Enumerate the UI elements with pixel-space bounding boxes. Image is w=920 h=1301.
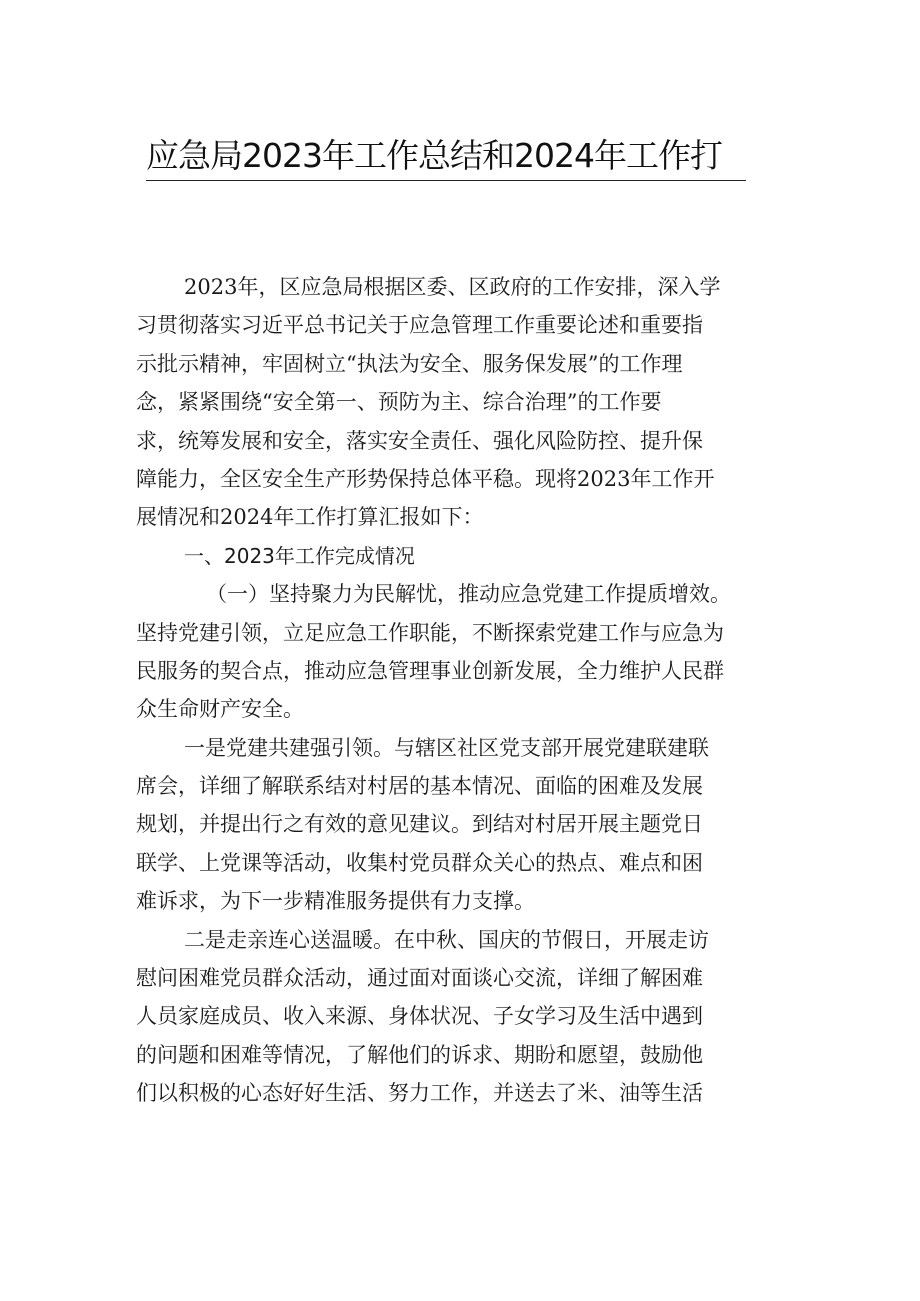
paragraph-line: 一是党建共建强引领。与辖区社区党支部开展党建联建联 [184,735,709,760]
section-heading-text: 一、2023年工作完成情况 [184,543,415,568]
paragraph-line: 慰问困难党员群众活动，通过面对面谈心交流，详细了解困难 [136,966,703,991]
document-title: 应急局2023年工作总结和2024年工作打 [146,136,746,181]
paragraph-line: 联学、上党课等活动，收集村党员群众关心的热点、难点和困 [136,850,703,875]
section-heading [136,537,816,575]
paragraph-line: 民服务的契合点，推动应急管理事业创新发展，全力维护人民群 [136,658,724,683]
paragraph-line: 二是走亲连心送温暖。在中秋、国庆的节假日，开展走访 [184,927,709,952]
paragraph-line: 念，紧紧围绕“安全第一、预防为主、综合治理”的工作要 [136,390,662,415]
item-two-paragraph [136,921,816,1113]
document-body [136,268,816,1113]
paragraph-line: 人员家庭成员、收入来源、身体状况、子女学习及生活中遇到 [136,1004,703,1029]
paragraph-line: 习贯彻落实习近平总书记关于应急管理工作重要论述和重要指 [136,313,703,338]
subsection-paragraph [136,575,816,729]
paragraph-line: 们以积极的心态好好生活、努力工作，并送去了米、油等生活 [136,1081,703,1106]
paragraph-line: 展情况和2024年工作打算汇报如下： [136,505,484,530]
paragraph-line: 求，统筹发展和安全，落实安全责任、强化风险防控、提升保 [136,428,703,453]
paragraph-line: 席会，详细了解联系结对村居的基本情况、面临的困难及发展 [136,774,703,799]
item-one-paragraph [136,729,816,921]
paragraph-line: 规划，并提出行之有效的意见建议。到结对村居开展主题党日 [136,812,703,837]
paragraph-line: 难诉求，为下一步精准服务提供有力支撑。 [136,889,535,914]
subsection-heading-line: （一）坚持聚力为民解忧，推动应急党建工作提质增效。 [206,582,731,607]
paragraph-line: 众生命财产安全。 [136,697,304,722]
intro-paragraph [136,268,816,537]
paragraph-line: 的问题和困难等情况，了解他们的诉求、期盼和愿望，鼓励他 [136,1042,703,1067]
paragraph-line: 坚持党建引领，立足应急工作职能，不断探索党建工作与应急为 [136,620,724,645]
paragraph-line: 障能力，全区安全生产形势保持总体平稳。现将2023年工作开 [136,466,715,491]
paragraph-line: 2023年，区应急局根据区委、区政府的工作安排，深入学 [184,275,721,299]
paragraph-line: 示批示精神，牢固树立“执法为安全、服务保发展”的工作理 [136,351,683,376]
